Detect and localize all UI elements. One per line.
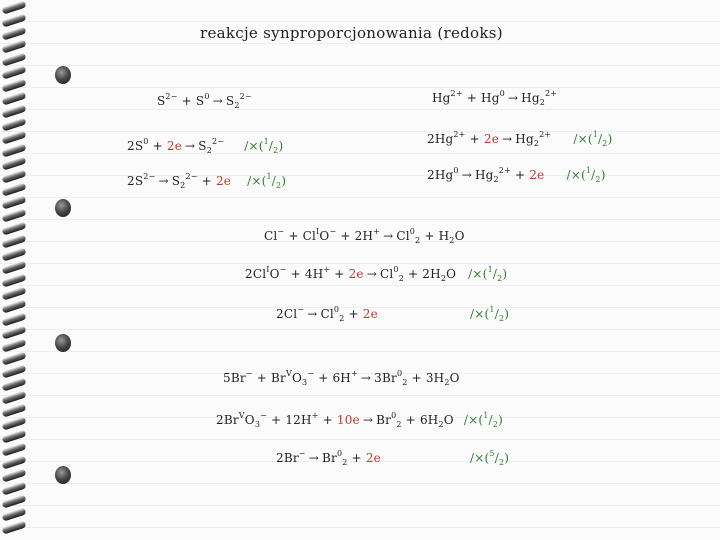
product: Br bbox=[376, 413, 392, 427]
reactant: + Hg bbox=[462, 91, 500, 105]
subscript: 2 bbox=[402, 378, 408, 387]
subscript: 2 bbox=[440, 274, 447, 283]
fraction-numerator: 1 bbox=[487, 265, 493, 274]
multiplier-prefix: /×( bbox=[470, 307, 490, 321]
charge: 2+ bbox=[539, 130, 552, 139]
fraction-numerator: 1 bbox=[263, 137, 269, 146]
charge: 2+ bbox=[498, 166, 511, 175]
chlorine-equation-3 bbox=[276, 307, 378, 321]
reactant: 2S bbox=[127, 139, 144, 153]
spiral-coil bbox=[2, 494, 27, 508]
oxidation-state: 0 bbox=[143, 137, 149, 146]
reactant: Cl bbox=[264, 229, 278, 243]
product: + 2H bbox=[404, 267, 441, 281]
reaction-arrow-icon: → bbox=[502, 132, 513, 146]
reaction-arrow-icon: → bbox=[185, 139, 196, 153]
fraction-denominator: 2 bbox=[595, 175, 601, 184]
plus-sign: + bbox=[511, 168, 530, 182]
reactant: + Cl bbox=[284, 229, 317, 243]
spiral-coil bbox=[2, 520, 27, 534]
charge: − bbox=[260, 411, 268, 420]
electrons: 2e bbox=[483, 132, 500, 146]
binder-hole-icon bbox=[55, 66, 71, 84]
fraction-numerator: 1 bbox=[489, 305, 495, 314]
spiral-coil bbox=[2, 208, 27, 222]
spiral-coil bbox=[2, 0, 27, 14]
spiral-coil bbox=[2, 416, 27, 430]
multiplier: $/\times(^1/_2)$ bbox=[566, 166, 606, 184]
spiral-coil bbox=[2, 221, 27, 235]
subscript: 2 bbox=[234, 101, 240, 110]
product: + 6H bbox=[401, 413, 439, 427]
spiral-coil bbox=[2, 403, 27, 417]
product: Cl bbox=[380, 267, 394, 281]
reaction-arrow-icon: → bbox=[507, 91, 519, 105]
charge: + bbox=[323, 265, 331, 274]
charge: + bbox=[350, 369, 358, 378]
plus-sign: + bbox=[330, 267, 349, 281]
plus-sign: + bbox=[197, 174, 216, 188]
multiplier-suffix: ) bbox=[504, 451, 510, 465]
spiral-coil bbox=[2, 468, 27, 482]
spiral-coil bbox=[2, 260, 27, 274]
spiral-coil bbox=[2, 169, 27, 183]
product: Hg bbox=[515, 132, 534, 146]
product: O bbox=[443, 413, 454, 427]
reactant: + 2H bbox=[336, 229, 374, 243]
subscript: 3 bbox=[254, 420, 261, 429]
oxidation-state: V bbox=[238, 411, 245, 420]
plus-sign: + bbox=[344, 307, 363, 321]
fraction-numerator: 1 bbox=[585, 166, 592, 175]
reactant: Hg bbox=[432, 91, 451, 105]
multiplier-suffix: ) bbox=[498, 413, 503, 427]
chlorine-equation-1 bbox=[264, 229, 465, 243]
reactant: 2Hg bbox=[427, 168, 454, 182]
electrons: 2e bbox=[166, 139, 182, 153]
subscript: 2 bbox=[444, 378, 450, 387]
fraction-numerator: 5 bbox=[489, 449, 495, 458]
product: O bbox=[449, 371, 460, 385]
spiral-coil bbox=[2, 429, 27, 443]
plus-sign: + bbox=[465, 132, 484, 146]
chlorine-equation-3-multiplier: $/\times(^1/_2)$ bbox=[470, 305, 510, 323]
mercury-equation-1 bbox=[432, 91, 557, 105]
reaction-arrow-icon: → bbox=[360, 371, 372, 385]
binder-hole-icon bbox=[55, 334, 71, 352]
reactant: O bbox=[244, 413, 255, 427]
subscript: 2 bbox=[449, 236, 455, 245]
charge: − bbox=[245, 369, 253, 378]
spiral-coil bbox=[2, 312, 27, 326]
charge: 2− bbox=[239, 92, 252, 101]
reactant: + 6H bbox=[314, 371, 351, 385]
oxidation-state: 0 bbox=[409, 227, 416, 236]
product: S bbox=[225, 94, 235, 108]
spiral-coil bbox=[2, 455, 27, 469]
sulfur-equation-3 bbox=[127, 174, 286, 188]
charge: 2− bbox=[143, 172, 156, 181]
binder-hole-icon bbox=[55, 199, 71, 217]
bromine-equation-3-multiplier: $/\times(^5/_2)$ bbox=[470, 449, 510, 467]
electrons: 2e bbox=[529, 168, 545, 182]
spiral-coil bbox=[2, 13, 27, 27]
charge: 2+ bbox=[453, 130, 466, 139]
subscript: 2 bbox=[180, 181, 186, 190]
oxidation-state: 0 bbox=[393, 265, 399, 274]
reactant: 2Hg bbox=[427, 132, 454, 146]
subscript: 3 bbox=[301, 378, 308, 387]
oxidation-state: 0 bbox=[336, 449, 343, 458]
bromine-equation-3 bbox=[276, 451, 381, 465]
fraction-denominator: 2 bbox=[602, 139, 608, 148]
spiral-coil bbox=[2, 273, 27, 287]
mercury-equation-2 bbox=[427, 132, 612, 146]
spiral-coil bbox=[2, 286, 27, 300]
multiplier-suffix: ) bbox=[502, 267, 508, 281]
multiplier-suffix: ) bbox=[281, 174, 287, 188]
electrons: 2e bbox=[348, 267, 364, 281]
oxidation-state: I bbox=[266, 265, 270, 274]
subscript: 2 bbox=[339, 314, 345, 323]
plus-sign: + bbox=[148, 139, 167, 153]
spiral-coil bbox=[2, 117, 27, 131]
charge: − bbox=[277, 227, 285, 236]
spiral-coil bbox=[2, 325, 27, 339]
reaction-arrow-icon: → bbox=[461, 168, 472, 182]
charge: − bbox=[307, 369, 315, 378]
charge: + bbox=[311, 411, 319, 420]
fraction-numerator: 1 bbox=[592, 130, 599, 139]
product: Cl bbox=[320, 307, 334, 321]
charge: 2− bbox=[211, 137, 225, 146]
charge: − bbox=[298, 449, 306, 458]
product: + 3H bbox=[407, 371, 445, 385]
multiplier-prefix: /×( bbox=[468, 267, 488, 281]
charge: 2+ bbox=[545, 89, 558, 98]
page-title: reakcje synproporcjonowania (redoks) bbox=[200, 24, 503, 42]
multiplier-prefix: /×( bbox=[573, 132, 593, 146]
oxidation-state: 0 bbox=[396, 369, 403, 378]
oxidation-state: V bbox=[285, 369, 292, 378]
plus-sign: + bbox=[318, 413, 337, 427]
product: O bbox=[454, 229, 465, 243]
spiral-coil bbox=[2, 39, 27, 53]
product: O bbox=[446, 267, 457, 281]
spiral-coil bbox=[2, 234, 27, 248]
oxidation-state: 0 bbox=[204, 92, 210, 101]
reaction-arrow-icon: → bbox=[158, 174, 169, 188]
spiral-coil bbox=[2, 78, 27, 92]
fraction-denominator: 2 bbox=[497, 274, 503, 283]
subscript: 2 bbox=[398, 274, 405, 283]
spiral-coil bbox=[2, 247, 27, 261]
charge: − bbox=[329, 227, 337, 236]
reactant: + 4H bbox=[286, 267, 324, 281]
fraction-denominator: 2 bbox=[276, 181, 282, 190]
oxidation-state: 0 bbox=[333, 305, 340, 314]
subscript: 2 bbox=[438, 420, 444, 429]
reactant: + S bbox=[177, 94, 205, 108]
spiral-coil bbox=[2, 65, 27, 79]
plus-sign: + bbox=[347, 451, 366, 465]
product: S bbox=[198, 139, 207, 153]
reactant: 2Cl bbox=[276, 307, 298, 321]
spiral-coil bbox=[2, 507, 27, 521]
sulfur-equation-1 bbox=[157, 94, 252, 108]
charge: 2− bbox=[185, 172, 198, 181]
charge: − bbox=[297, 305, 305, 314]
reactant: + Br bbox=[252, 371, 286, 385]
multiplier-prefix: /×( bbox=[566, 168, 586, 182]
reaction-arrow-icon: → bbox=[212, 94, 223, 108]
spiral-coil bbox=[2, 182, 27, 196]
multiplier: $/\times(^1/_2)$ bbox=[573, 130, 613, 148]
reactant: 2Br bbox=[216, 413, 239, 427]
sulfur-equation-2 bbox=[127, 139, 283, 153]
product: Br bbox=[321, 451, 337, 465]
reaction-arrow-icon: → bbox=[366, 267, 377, 281]
multiplier-suffix: ) bbox=[600, 168, 606, 182]
fraction-numerator: 1 bbox=[266, 172, 272, 181]
reactant: 2Cl bbox=[245, 267, 267, 281]
multiplier-prefix: /×( bbox=[463, 413, 484, 427]
fraction-numerator: 1 bbox=[483, 411, 489, 420]
charge: − bbox=[279, 265, 287, 274]
oxidation-state: 0 bbox=[453, 166, 459, 175]
reaction-arrow-icon: → bbox=[307, 307, 318, 321]
product: Cl bbox=[396, 229, 410, 243]
bromine-equation-2 bbox=[216, 413, 503, 427]
multiplier: $/\times(^1/_2)$ bbox=[468, 265, 508, 283]
charge: 2− bbox=[165, 92, 178, 101]
reactant: 5Br bbox=[223, 371, 246, 385]
reactant: O bbox=[291, 371, 302, 385]
multiplier-prefix: /×( bbox=[244, 139, 264, 153]
electrons: 10e bbox=[336, 413, 360, 427]
oxidation-state: 0 bbox=[499, 89, 505, 98]
spiral-coil bbox=[2, 52, 27, 66]
spiral-coil bbox=[2, 351, 27, 365]
spiral-coil bbox=[2, 104, 27, 118]
multiplier: $/\times(^1/_2)$ bbox=[244, 137, 284, 155]
fraction-denominator: 2 bbox=[498, 458, 505, 467]
charge: + bbox=[373, 227, 381, 236]
mercury-equation-3 bbox=[427, 168, 606, 182]
product: 3Br bbox=[374, 371, 397, 385]
spiral-coil bbox=[2, 26, 27, 40]
fraction-denominator: 2 bbox=[492, 420, 499, 429]
spiral-coil bbox=[2, 195, 27, 209]
electrons: 2e bbox=[365, 451, 381, 465]
product: Hg bbox=[474, 168, 494, 182]
subscript: 2 bbox=[206, 146, 212, 155]
reaction-arrow-icon: → bbox=[383, 229, 394, 243]
reactant: S bbox=[157, 94, 166, 108]
reactant: O bbox=[269, 267, 280, 281]
product: S bbox=[171, 174, 181, 188]
spiral-coil bbox=[2, 91, 27, 105]
spiral-coil bbox=[2, 156, 27, 170]
spiral-coil bbox=[2, 364, 27, 378]
charge: 2+ bbox=[450, 89, 463, 98]
reactant: 2S bbox=[127, 174, 144, 188]
multiplier-suffix: ) bbox=[607, 132, 613, 146]
spiral-coil bbox=[2, 130, 27, 144]
product: + H bbox=[420, 229, 450, 243]
subscript: 2 bbox=[493, 175, 499, 184]
multiplier-suffix: ) bbox=[504, 307, 510, 321]
multiplier-prefix: /×( bbox=[470, 451, 490, 465]
spiral-coil bbox=[2, 390, 27, 404]
multiplier-prefix: /×( bbox=[247, 174, 267, 188]
subscript: 2 bbox=[533, 139, 540, 148]
reactant: 2Br bbox=[276, 451, 299, 465]
multiplier: $/\times(^1/_2)$ bbox=[463, 411, 503, 429]
subscript: 2 bbox=[539, 98, 545, 107]
spiral-coil bbox=[2, 299, 27, 313]
reactant: O bbox=[319, 229, 330, 243]
fraction-denominator: 2 bbox=[273, 146, 279, 155]
binder-hole-icon bbox=[55, 466, 71, 484]
subscript: 2 bbox=[396, 420, 402, 429]
spiral-coil bbox=[2, 377, 27, 391]
subscript: 2 bbox=[342, 458, 348, 467]
multiplier: $/\times(^1/_2)$ bbox=[247, 172, 287, 190]
bromine-equation-1 bbox=[223, 371, 460, 385]
multiplier-suffix: ) bbox=[278, 139, 284, 153]
spiral-binding bbox=[0, 0, 44, 540]
reaction-arrow-icon: → bbox=[362, 413, 374, 427]
product: Hg bbox=[521, 91, 540, 105]
electrons: 2e bbox=[215, 174, 232, 188]
subscript: 2 bbox=[415, 236, 421, 245]
fraction-denominator: 2 bbox=[498, 314, 505, 323]
chlorine-equation-2 bbox=[245, 267, 507, 281]
oxidation-state: I bbox=[316, 227, 320, 236]
oxidation-state: 0 bbox=[391, 411, 397, 420]
reactant: + 12H bbox=[267, 413, 312, 427]
spiral-coil bbox=[2, 143, 27, 157]
spiral-coil bbox=[2, 481, 27, 495]
spiral-coil bbox=[2, 338, 27, 352]
reaction-arrow-icon: → bbox=[308, 451, 319, 465]
electrons: 2e bbox=[362, 307, 378, 321]
spiral-coil bbox=[2, 442, 27, 456]
